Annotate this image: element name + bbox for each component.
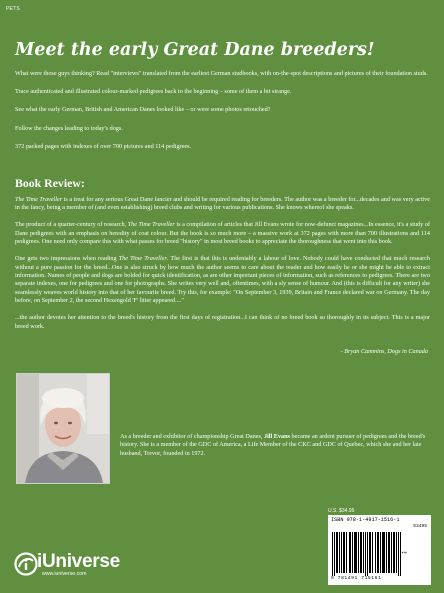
isbn-text: ISBN 978-1-4917-1516-1	[331, 517, 400, 523]
barcode-box	[328, 515, 431, 585]
addon-digits: 53495	[413, 524, 427, 529]
intro-paragraph: What were those guys thinking? Read "interviews" translated from the earliest German studbooks, with on-the-spot descriptions and pictures of their foundation studs.	[15, 70, 428, 77]
intro-paragraph: Follow the changes leading to today's dogs.	[15, 124, 123, 132]
book-title: The Time Traveller	[127, 221, 175, 229]
category-label: PETS	[6, 6, 20, 12]
ean-digits: 9 781491 715161	[331, 576, 382, 581]
addon-barcode-icon	[402, 532, 424, 573]
publisher-swirl-icon	[14, 552, 38, 576]
intro-paragraph: 372 packed pages with indexes of over 700 pictures and 114 pedigrees.	[15, 142, 192, 150]
review-paragraph: The product of a quarter-century of research, The Time Traveller is a compilation of articles that Jill Evans wrote for now-defunct magazines...In essence, it's a study of Dane pedigrees with an emphasis on heredity of coat colour. But the book is so much more – a massive work at 372 pages with more than 700 illustrations and 114 pedigrees. One need only compare this with what passes for breed "history" in most breed books to appreciate the thoroughness that went into this book.	[15, 221, 431, 246]
book-title: The Time Traveller	[118, 255, 167, 263]
review-heading: Book Review:	[15, 176, 85, 190]
review-section	[15, 196, 430, 339]
publisher-name: iUniverse	[37, 551, 120, 572]
ean-barcode-icon	[332, 532, 402, 576]
intro-paragraph: See what the early German, British and American Danes looked like – or were some photos retouched?	[15, 106, 271, 114]
headline: Meet the early Great Dane breeders!	[15, 40, 375, 60]
publisher-url: www.iuniverse.com	[42, 571, 87, 577]
book-title: The Time Traveller	[15, 196, 63, 203]
publisher-logo	[14, 551, 119, 581]
author-bio: As a breeder and exhibitor of championship Great Danes, Jill Evans became an ardent pursuer of pedigrees and the breed's history. She is a member of the GDC of America, a Life Member of the CKC and GDC of Quebec, which she and her late husband, Trevor, founded in 1972.	[120, 433, 426, 457]
intro-section	[15, 70, 433, 161]
review-paragraph: The Time Traveller is a treat for any serious Great Dane fancier and should be required reading for breeders. The author was a breeder for...decades and was very active in the fancy, being a member of (and even establishing) breed clubs and writing for various publications. She knows whereof she speaks.	[15, 196, 430, 212]
author-photo	[16, 373, 110, 484]
review-attribution: - Bryan Cummins, Dogs in Canada	[340, 348, 428, 355]
price-label: U.S. $34.95	[328, 508, 355, 514]
author-name: Jill Evans	[263, 433, 290, 440]
intro-paragraph: Trace authenticated and illustrated colour-marked pedigrees back to the beginning – some of them a bit strange.	[15, 88, 292, 96]
review-paragraph: ...the author devotes her attention to the breed's history from the first days of registration...I can think of no breed book so thoroughly in its subject. This is a major breed work.	[15, 314, 430, 330]
review-paragraph: One gets two impressions when reading The Time Traveller. The first is that this is undeniably a labour of love. Nobody could have conducted that much research without a pure passion for the breed...One is also struck by how much the author seems to care about the reader and how easily he or she might be able to extract information. Names of people and dogs are bolded for quick identification, as are other important pieces of information, such as references to pedigrees. There are two separate indexes, one for pedigrees and one for photographs. She writes very well and, oftentimes, with a sly sense of humour. And (this is difficult for any writer) she seamlessly weaves world history into that of her favourite breed. Try this, for example: "On September 3, 1939, Britain and France declared war on Germany. The day before, on September 2, the second Hexengold 'F' litter appeared...."	[15, 255, 431, 305]
author-portrait-icon	[17, 374, 109, 483]
